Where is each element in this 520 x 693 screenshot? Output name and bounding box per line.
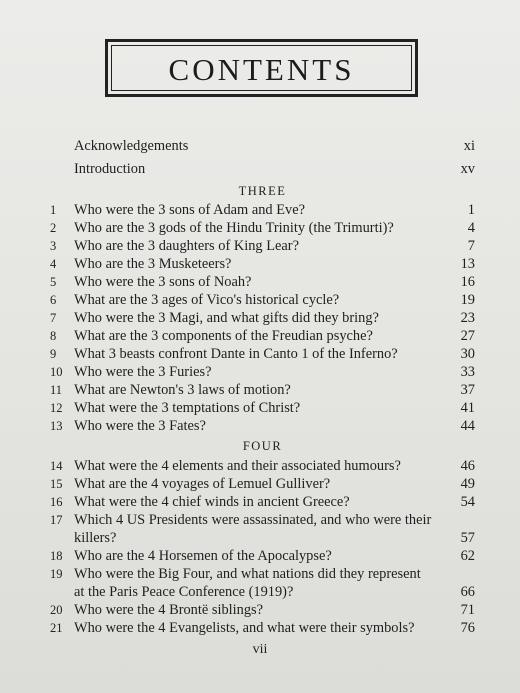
page-title: CONTENTS	[168, 52, 355, 87]
toc-entry-number: 20	[50, 603, 63, 617]
toc-entry-text: What were the 4 elements and their associated humours?	[74, 458, 401, 474]
toc-page-number: 27	[460, 328, 475, 344]
toc-entry-text: at the Paris Peace Conference (1919)?	[74, 584, 294, 600]
toc-entry[interactable]	[50, 475, 475, 494]
toc-entry-text: Acknowledgements	[74, 138, 189, 154]
toc-entry[interactable]	[50, 493, 475, 512]
toc-entry-number: 13	[50, 419, 63, 433]
toc-entry-number: 1	[50, 203, 57, 217]
toc-entry-text: Who were the Big Four, and what nations did they represent	[74, 566, 421, 582]
toc-page-number: xv	[460, 161, 475, 177]
toc-entry[interactable]	[50, 219, 475, 238]
toc-entry-number: 14	[50, 459, 63, 473]
toc-entry-number: 7	[50, 311, 57, 325]
toc-page-number: 23	[460, 310, 475, 326]
toc-entry[interactable]	[50, 399, 475, 418]
toc-entry-continuation[interactable]	[50, 529, 475, 548]
toc-entry[interactable]	[50, 255, 475, 274]
toc-page-number: 57	[460, 530, 475, 546]
toc-entry-text: Who are the 3 daughters of King Lear?	[74, 238, 299, 254]
toc-entry-number: 3	[50, 239, 57, 253]
toc-entry[interactable]	[50, 619, 475, 638]
page-folio: vii	[252, 642, 268, 657]
section-heading-four: FOUR	[242, 439, 283, 453]
toc-entry[interactable]	[50, 381, 475, 400]
toc-entry[interactable]	[50, 345, 475, 364]
toc-page-number: 33	[460, 364, 475, 380]
toc-entry-text: Who are the 3 gods of the Hindu Trinity (the Trimurti)?	[74, 220, 394, 236]
toc-entry-number: 11	[50, 383, 63, 397]
toc-entry-number: 18	[50, 549, 63, 563]
toc-entry-text: What are Newton's 3 laws of motion?	[74, 382, 291, 398]
toc-page-number: 41	[460, 400, 475, 416]
toc-page-number: 54	[460, 494, 475, 510]
toc-entry-text: What are the 4 voyages of Lemuel Gulliver?	[74, 476, 331, 492]
toc-entry[interactable]	[50, 309, 475, 328]
section-heading-three: THREE	[238, 184, 287, 198]
toc-page-number: 30	[460, 346, 475, 362]
toc-entry[interactable]	[50, 565, 475, 584]
toc-entry-text: What are the 3 ages of Vico's historical cycle?	[74, 292, 340, 308]
toc-page-number: 76	[460, 620, 475, 636]
toc-front-item-acknowledgements[interactable]	[50, 137, 475, 156]
toc-entry-number: 9	[50, 347, 57, 361]
toc-entry-text: Who are the 3 Musketeers?	[74, 256, 232, 272]
toc-page-number: 1	[467, 202, 475, 218]
toc-entry[interactable]	[50, 291, 475, 310]
toc-front-item-introduction[interactable]	[50, 160, 475, 179]
toc-entry[interactable]	[50, 547, 475, 566]
toc-entry-text: Who were the 3 Furies?	[74, 364, 212, 380]
title-frame	[105, 39, 418, 97]
toc-entry[interactable]	[50, 457, 475, 476]
toc-entry-text: Who are the 4 Horsemen of the Apocalypse?	[74, 548, 332, 564]
toc-page-number: 44	[460, 418, 475, 434]
toc-page-number: 4	[467, 220, 475, 236]
toc-entry-number: 6	[50, 293, 57, 307]
toc-page-number: 16	[460, 274, 475, 290]
toc-entry-number: 17	[50, 513, 63, 527]
toc-entry-text: Which 4 US Presidents were assassinated, and who were their	[74, 512, 432, 528]
toc-entry-text: killers?	[74, 530, 117, 546]
toc-entry-number: 16	[50, 495, 63, 509]
toc-entry-number: 8	[50, 329, 57, 343]
toc-entry-number: 5	[50, 275, 57, 289]
toc-page-number: 13	[460, 256, 475, 272]
toc-entry-number: 12	[50, 401, 63, 415]
toc-entry[interactable]	[50, 201, 475, 220]
toc-entry-number: 4	[50, 257, 57, 271]
toc-entry[interactable]	[50, 327, 475, 346]
toc-entry-text: Who were the 3 Fates?	[74, 418, 206, 434]
toc-page-number: 37	[460, 382, 475, 398]
toc-entry-number: 15	[50, 477, 63, 491]
toc-entry-text: Who were the 4 Evangelists, and what were their symbols?	[74, 620, 415, 636]
toc-page-number: 66	[460, 584, 475, 600]
toc-entry[interactable]	[50, 273, 475, 292]
toc-entry[interactable]	[50, 417, 475, 436]
toc-entry-text: What 3 beasts confront Dante in Canto 1 of the Inferno?	[74, 346, 398, 362]
toc-entry-number: 10	[50, 365, 63, 379]
toc-entry-text: Who were the 3 Magi, and what gifts did they bring?	[74, 310, 379, 326]
toc-page-number: 71	[460, 602, 475, 618]
toc-entry-text: Who were the 3 sons of Adam and Eve?	[74, 202, 305, 218]
toc-page-number: xi	[463, 138, 475, 154]
toc-entry-number: 2	[50, 221, 57, 235]
toc-entry-text: Introduction	[74, 161, 146, 177]
toc-page-number: 46	[460, 458, 475, 474]
toc-entry-text: What are the 3 components of the Freudian psyche?	[74, 328, 373, 344]
toc-page-number: 7	[467, 238, 475, 254]
toc-page-number: 19	[460, 292, 475, 308]
toc-entry-text: Who were the 3 sons of Noah?	[74, 274, 252, 290]
toc-page-number: 62	[460, 548, 475, 564]
toc-entry[interactable]	[50, 511, 475, 530]
toc-page-number: 49	[460, 476, 475, 492]
toc-entry-continuation[interactable]	[50, 583, 475, 602]
toc-entry-number: 21	[50, 621, 63, 635]
toc-entry-text: What were the 4 chief winds in ancient Greece?	[74, 494, 350, 510]
toc-entry-number: 19	[50, 567, 63, 581]
toc-entry[interactable]	[50, 237, 475, 256]
toc-entry-text: Who were the 4 Brontë siblings?	[74, 602, 264, 618]
toc-entry[interactable]	[50, 363, 475, 382]
toc-entry-text: What were the 3 temptations of Christ?	[74, 400, 301, 416]
toc-entry[interactable]	[50, 601, 475, 620]
